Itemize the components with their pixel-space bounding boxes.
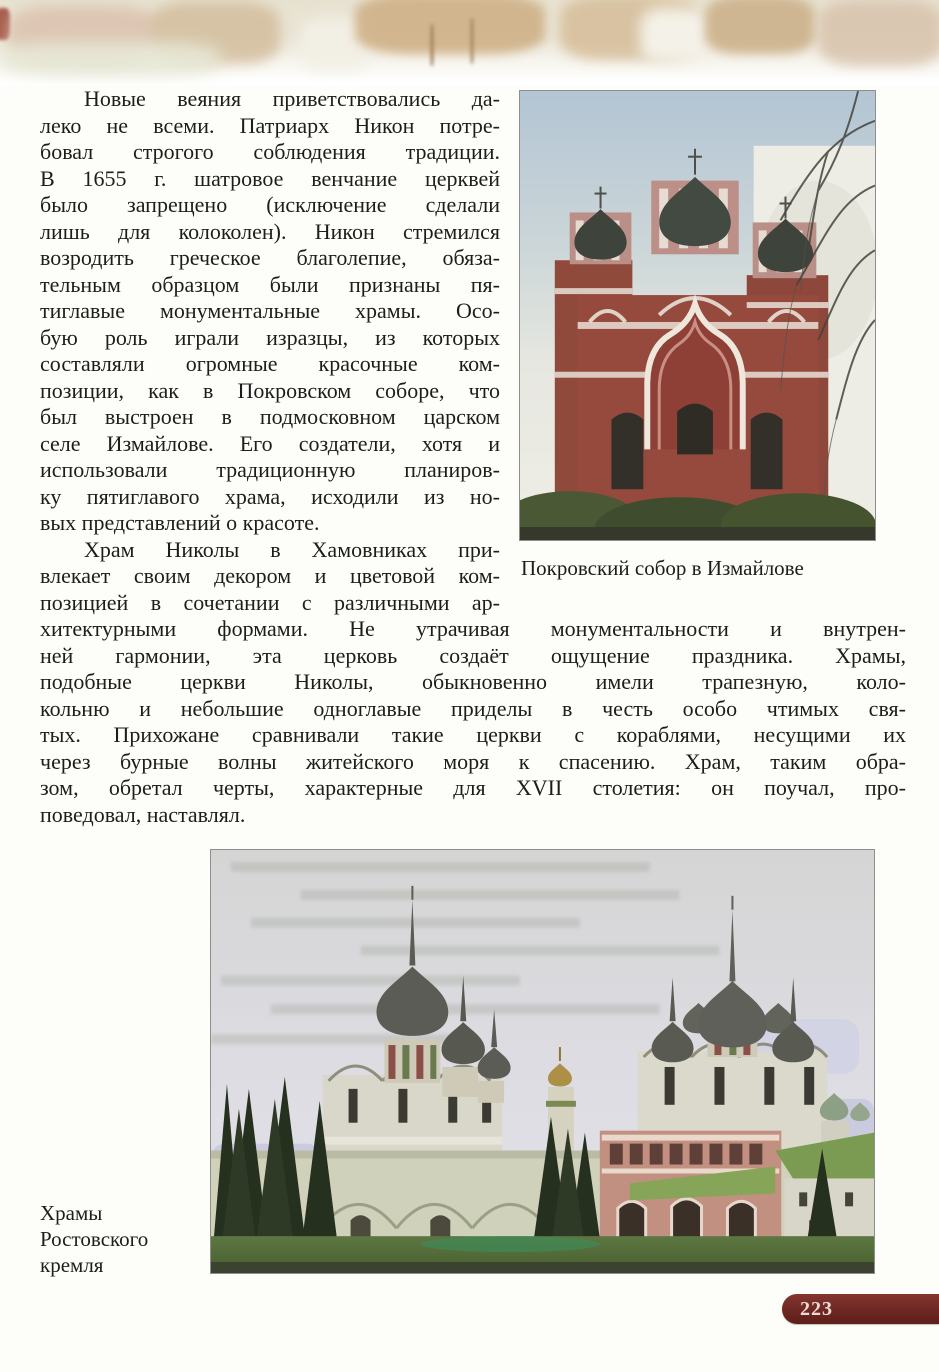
text-line: ку пятиглавого храма, исходили из но- [40,483,500,509]
text-line: поведовал, наставлял. [40,801,246,827]
text-line: тых. Прихожане сравнивали такие церкви с кораблями, несущими их [40,722,906,747]
photo2-caption [40,1200,210,1278]
text-line: через бурные волны житейского моря к спасению. Храм, таким обра- [40,748,906,774]
band-blob [640,8,710,63]
page-number-badge [782,1294,939,1324]
text-line: селе Измайлове. Его создатели, хотя и [40,430,500,456]
band-blob [705,0,815,54]
band-blob [818,0,939,66]
text-line: Новые веяния приветствовались да- [84,86,500,111]
text-line: В 1655 г. шатровое венчание церквей [40,165,500,191]
text-line: было запрещено (исключение сделали [40,192,500,217]
text-line: возродить греческое благолепие, обяза- [40,245,500,270]
text-line: тельным образцом были признаны пя- [40,271,500,297]
text-line: кольню и небольшие одноглавые приделы в честь особо чтимых свя- [40,695,906,721]
text-line: позиции, как в Покровском соборе, что [40,377,500,403]
band-blob [470,18,474,64]
text-line: лишь для колоколен). Никон стремился [40,218,500,244]
text-line: был выстроен в подмосковном царском [40,404,500,429]
text-line: вых представлений о красоте. [40,510,320,535]
band-blob [0,42,220,76]
text-line: подобные церкви Николы, обыкновенно имели трапезную, коло- [40,669,906,694]
text-line: Храм Николы в Хамовниках при- [84,536,500,562]
text-line: хитектурными формами. Не утрачивая монументальности и внутрен- [40,616,906,641]
text-line: позицией в сочетании с различными ар- [40,589,500,615]
photo1-caption: Покровский собор в Измайлове [521,556,804,580]
rostov-kremlin-illustration [211,850,874,1273]
photo-pokrovsky-sobor [519,90,876,541]
text-line: влекает своим декором и цветовой ком- [40,563,500,588]
page-number: 223 [800,1297,833,1320]
text-line: составляли огромные красочные ком- [40,351,500,376]
photo2-caption-line: кремля [40,1253,104,1277]
text-line: тиглавые монументальные храмы. Осо- [40,298,500,323]
text-line: зом, обретал черты, характерные для XVII столетия: он поучал, про- [40,775,906,800]
photo-rostov-kremlin [210,849,875,1274]
text-line: бую роль играли изразцы, из которых [40,324,500,350]
photo2-caption-line: Храмы [40,1201,103,1225]
header-decoration-band [0,0,939,86]
band-blob [355,0,545,54]
text-line: ней гармонии, эта церковь создаёт ощущение праздника. Храмы, [40,642,906,668]
band-blob [430,24,434,66]
pokrovsky-cathedral-illustration [520,91,875,540]
text-line: использовали традиционную планиров- [40,457,500,482]
text-line: леко не всеми. Патриарх Никон потре- [40,112,500,138]
photo2-caption-line: Ростовского [40,1227,149,1251]
text-line: бовал строгого соблюдения традиции. [40,139,500,164]
